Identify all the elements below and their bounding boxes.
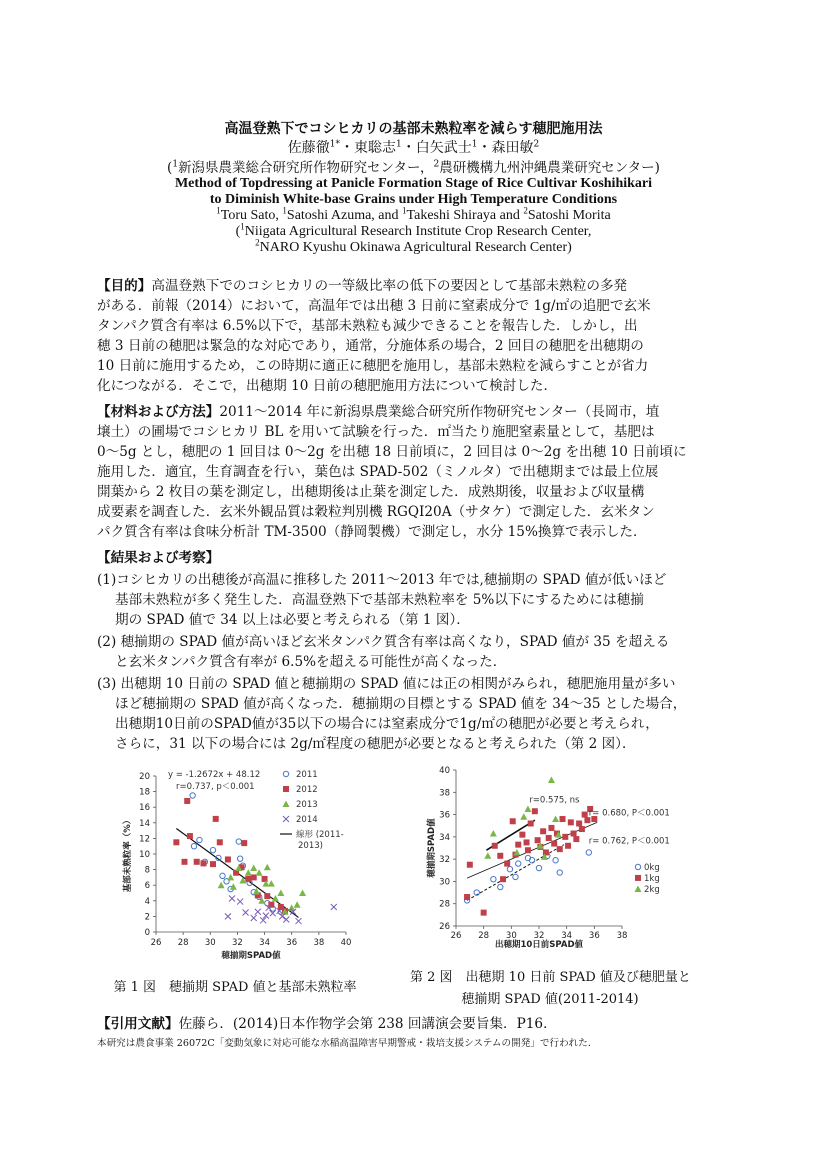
fig2-series-0kg	[464, 850, 591, 903]
results-line-4: (2) 穂揃期の SPAD 値が高いほど玄米タンパク質含有率は高くなり，SPAD 値が 35 を超える	[97, 634, 670, 650]
fig1-y-tick-label: 8	[144, 865, 150, 876]
fig2-y-axis-label: 穂揃期SPAD値	[427, 818, 437, 878]
fig2-point-1kg-14	[532, 808, 538, 814]
fig2-legend-label-0kg: 0kg	[644, 862, 660, 873]
fig1-point-2013-18	[299, 890, 306, 897]
fig2-legend	[635, 863, 660, 895]
affiliation-ja: ($^1$新潟県農業総合研究所作物研究センター，$^2$農研機構九州沖縄農業研究センター)	[167, 159, 660, 176]
fig2-point-1kg-26	[565, 843, 571, 849]
fig1-legend-label-2012: 2012	[296, 785, 318, 795]
figure-2-caption-line-1: 第 2 図 出穂期 10 日前 SPAD 値及び穂肥量と	[410, 970, 691, 985]
figure-2-caption-line-2: 穂揃期 SPAD 値(2011-2014)	[461, 992, 639, 1007]
fig2-x-tick-label: 30	[505, 931, 517, 941]
references	[97, 1012, 557, 1032]
fig1-x-tick-label: 28	[177, 938, 189, 948]
fig2-point-0kg-6	[516, 861, 521, 866]
fig2-point-0kg-5	[513, 874, 518, 879]
fig1-legend-marker-2012	[283, 786, 289, 792]
fig1-point-2013-12	[268, 880, 275, 887]
fig2-legend-marker-2kg	[635, 885, 642, 892]
fig1-x-tick-label: 34	[259, 938, 270, 948]
fig2-legend-marker-0kg	[635, 864, 640, 869]
results-line-6: (3) 出穂期 10 日前の SPAD 値と穂揃期の SPAD 値には正の相関がみられ，穂肥施用量が多い	[97, 676, 676, 692]
fig1-point-2012-3	[187, 833, 193, 839]
fig2-y-tick-label: 32	[439, 855, 450, 866]
fig1-legend-label-2014: 2014	[296, 815, 318, 825]
methods-line-7: パク質含有率は食味分析計 TM-3500（静岡製機）で測定し，水分 15%換算で表示した．	[97, 524, 647, 540]
fig2-point-1kg-3	[492, 843, 498, 849]
fig2-point-1kg-17	[540, 828, 546, 834]
purpose-line-5: 10 日前に施用するため，この時期に適正に穂肥を施用し，基部未熟粒を減らすことが省力	[97, 358, 649, 374]
fig1-point-2012-16	[262, 876, 268, 882]
figure-1-svg	[110, 762, 360, 962]
fig1-point-2012-4	[194, 859, 200, 865]
fig1-point-2013-11	[264, 864, 271, 871]
fig2-x-tick-label: 38	[616, 931, 628, 941]
methods-line-2: 壌土）の圃場でコシヒカリ BL を用いて試験を行った．㎡当たり施肥窒素量として，基肥は	[97, 424, 655, 440]
fig1-y-tick-label: 16	[139, 803, 150, 814]
fig2-point-1kg-10	[519, 832, 525, 838]
fig2-point-1kg-0	[464, 894, 470, 900]
fig2-point-1kg-19	[546, 835, 552, 841]
fig1-y-tick-label: 10	[139, 850, 150, 860]
fig1-point-2012-17	[264, 893, 270, 899]
fig2-point-1kg-7	[510, 818, 516, 824]
fig2-point-0kg-9	[536, 865, 541, 870]
fig1-y-tick-label: 4	[144, 896, 150, 907]
fig1-y-axis-label: 基部未熟粒率（%）	[123, 815, 133, 893]
fig2-point-1kg-27	[568, 819, 574, 825]
fig1-y-tick-label: 0	[144, 928, 150, 938]
fig2-point-1kg-1	[467, 862, 473, 868]
fig2-point-1kg-12	[525, 847, 531, 853]
fig1-point-2013-0	[218, 882, 225, 889]
fig2-y-tick-label: 26	[439, 922, 450, 932]
fig1-y-tick-label: 20	[139, 772, 150, 782]
fig2-point-1kg-24	[560, 816, 566, 822]
fig2-legend-label-1kg: 1kg	[644, 873, 660, 884]
purpose-line-6: 化につながる．そこで，出穂期 10 日前の穂肥施用方法について検討した．	[97, 378, 558, 394]
fig1-x-tick-label: 36	[286, 938, 298, 948]
fig1-point-2011-4	[210, 847, 215, 852]
fig2-legend-marker-1kg	[635, 875, 641, 881]
fig2-point-0kg-13	[586, 850, 591, 855]
fig2-annotation-1kg: r= 0.680, P＜0.001	[588, 808, 670, 819]
fig1-point-2012-13	[245, 876, 251, 882]
figure-2-chart	[410, 762, 690, 958]
fig2-point-1kg-4	[497, 853, 503, 859]
fig2-point-0kg-11	[553, 858, 558, 863]
fig2-x-tick-label: 26	[450, 931, 462, 941]
authors-en: $^1$Toru Sato, $^1$Satoshi Azuma, and $^1$Takeshi Shiraya and $^2$Satoshi Morita	[216, 205, 611, 223]
fig2-point-2kg-8	[552, 816, 559, 823]
fig1-equation: y = -1.2672x + 48.12	[168, 770, 261, 780]
purpose-heading: 【目的】	[97, 278, 152, 294]
fig1-x-axis-label: 穂揃期SPAD値	[221, 951, 281, 961]
fig1-series-2014	[225, 895, 337, 924]
results-line-3: 期の SPAD 値で 34 以上は必要と考えられる（第 1 図）．	[115, 612, 470, 628]
fig1-legend-label-2013: 2013	[296, 800, 318, 810]
fig1-y-tick-label: 14	[139, 818, 150, 829]
affiliation-en-line-2: $^2$NARO Kyushu Okinawa Agricultural Research Center)	[255, 237, 572, 255]
fig1-correlation: r=0.737, p＜0.001	[176, 782, 255, 792]
fig2-point-1kg-9	[515, 842, 521, 848]
title-ja: 高温登熟下でコシヒカリの基部未熟粒率を減らす穂肥施用法	[224, 121, 603, 137]
fig2-point-0kg-3	[498, 884, 503, 889]
fig1-point-2012-1	[182, 859, 188, 865]
fig2-x-tick-label: 36	[588, 931, 600, 941]
figure-2-svg	[410, 762, 690, 958]
fig1-point-2012-14	[251, 874, 257, 880]
title-en-line-2: to Diminish White-base Grains under High Temperature Conditions	[209, 192, 618, 207]
fig1-point-2012-6	[210, 861, 216, 867]
fig1-point-2013-14	[277, 890, 284, 897]
fig2-y-tick-label: 40	[439, 766, 450, 776]
fig1-x-tick-label: 26	[150, 938, 162, 948]
fig2-point-1kg-20	[548, 825, 554, 831]
fig2-y-tick-label: 34	[439, 832, 450, 843]
fig1-legend-marker-2013	[283, 801, 290, 808]
fig2-point-0kg-12	[557, 870, 562, 875]
fig2-point-1kg-32	[582, 812, 588, 818]
fig2-annotation-2kg: r=0.575, ns	[529, 795, 580, 806]
methods-line-6: 成要素を調査した．玄米外観品質は穀粒判別機 RGQI20A（サタケ）で測定した．玄米タン	[97, 504, 655, 520]
fig1-x-tick-label: 32	[232, 938, 243, 948]
fig2-point-1kg-28	[571, 831, 577, 837]
purpose-line-1: 【目的】高温登熟下でのコシヒカリの一等級比率の低下の要因として基部未熟粒の多発	[97, 278, 628, 294]
methods-line-1: 【材料および方法】2011～2014 年に新潟県農業総合研究所作物研究センター（長岡市，埴	[97, 404, 660, 420]
fig2-x-tick-label: 34	[561, 931, 573, 941]
fig1-point-2011-10	[237, 856, 242, 861]
purpose-line-4: 穂 3 日前の穂肥は緊急的な対応であり，通常，分施体系の場合，2 回目の穂肥を出穂期の	[97, 338, 644, 354]
figure-1-chart	[110, 762, 360, 962]
fig1-x-tick-label: 38	[313, 938, 325, 948]
fig2-point-1kg-2	[481, 910, 487, 916]
fig1-point-2011-6	[220, 873, 225, 878]
fig2-series-1kg	[464, 806, 597, 916]
methods-line-4: 施用した．適宜，生育調査を行い，葉色は SPAD-502（ミノルタ）で出穂期までは最上位展	[97, 464, 659, 480]
methods-heading: 【材料および方法】	[97, 404, 220, 420]
fig1-point-2013-17	[294, 901, 301, 908]
fig1-point-2012-9	[225, 856, 231, 862]
fig2-point-2kg-4	[524, 806, 531, 813]
fig2-y-tick-label: 30	[439, 877, 450, 888]
affiliation-en-line-1: ($^1$Niigata Agricultural Research Institute Crop Research Center,	[235, 221, 592, 239]
fig1-x-tick-label: 40	[340, 938, 352, 948]
fig2-point-1kg-30	[576, 820, 582, 826]
fig1-x-tick-label: 30	[204, 938, 216, 948]
fig2-point-2kg-0	[484, 852, 491, 859]
fig2-point-2kg-1	[490, 830, 497, 837]
results-line-8: 出穂期10日前のSPAD値が35以下の場合には窒素成分で1g/㎡の穂肥が必要と考えられ，	[115, 716, 659, 732]
fig2-point-1kg-25	[562, 834, 568, 840]
fig2-point-1kg-6	[504, 861, 510, 867]
fig2-point-1kg-18	[543, 849, 549, 855]
fig2-point-1kg-23	[557, 846, 563, 852]
fig2-point-2kg-3	[520, 813, 527, 820]
fig1-point-2012-7	[213, 816, 219, 822]
fig2-point-0kg-2	[491, 877, 496, 882]
fig2-point-1kg-13	[528, 820, 534, 826]
fig1-point-2012-2	[184, 798, 190, 804]
results-line-2: 基部未熟粒が多く発生した．高温登熟下で基部未熟粒率を 5%以下にするためには穂揃	[115, 592, 644, 608]
fig1-legend-marker-2011	[283, 771, 288, 776]
methods-line-5: 開葉から 2 枚目の葉を測定し，出穂期後は止葉を測定した．成熟期後，収量および収量構	[97, 484, 645, 500]
figure-1-caption: 第 1 図 穂揃期 SPAD 値と基部未熟粒率	[113, 980, 357, 995]
fig2-y-tick-label: 28	[439, 899, 450, 910]
methods-line-3: 0～5g とし，穂肥の 1 回目は 0～2g を出穂 18 日前頃に，2 回目は 0～2g を出穂 10 日前頃に	[97, 444, 687, 460]
fig1-series-2013	[218, 864, 306, 915]
fig1-point-2013-6	[250, 865, 257, 872]
results-heading: 【結果および考察】	[97, 550, 220, 566]
fig2-point-0kg-4	[507, 866, 512, 871]
fig2-point-1kg-5	[500, 876, 506, 882]
purpose-line-3: タンパク質含有率は 6.5%以下で，基部未熟粒も減少できることを報告した．しかし，出	[97, 318, 638, 334]
fig1-y-tick-label: 2	[144, 912, 150, 923]
fig2-x-tick-label: 28	[478, 931, 490, 941]
results-line-1: (1)コシヒカリの出穂後が高温に推移した 2011～2013 年では,穂揃期の SPAD 値が低いほど	[97, 572, 667, 588]
fig1-point-2011-0	[190, 793, 195, 798]
fig1-point-2012-8	[217, 839, 223, 845]
results-line-7: ほど穂揃期の SPAD 値が高くなった．穂揃期の目標とする SPAD 値を 34～35 とした場合，	[115, 696, 687, 712]
fig1-point-2012-5	[201, 860, 207, 866]
fig1-point-2012-0	[173, 839, 179, 845]
fig1-legend-trend-label-2: 2013)	[298, 841, 323, 851]
purpose-line-2: がある．前報（2014）において，高温年では出穂 3 日前に窒素成分で 1g/㎡の追肥で玄米	[97, 298, 651, 314]
fig2-x-tick-label: 32	[533, 931, 545, 941]
fig2-point-1kg-31	[579, 826, 585, 832]
fig2-point-1kg-29	[573, 836, 579, 842]
fig2-point-2kg-7	[548, 777, 555, 784]
results-line-9: さらに，31 以下の場合には 2g/㎡程度の穂肥が必要となると考えられた（第 2 図）．	[115, 736, 636, 752]
fig2-y-tick-label: 36	[439, 810, 450, 821]
fig1-point-2012-12	[241, 840, 247, 846]
fig2-x-axis-label: 出穂期10日前SPAD値	[494, 940, 584, 950]
fig1-legend	[280, 770, 344, 851]
references-text: 佐藤ら．(2014)日本作物学会第 238 回講演会要旨集．P16．	[178, 1016, 557, 1032]
fig1-legend-label-2011: 2011	[296, 770, 318, 780]
fig2-y-tick-label: 38	[439, 788, 450, 799]
fig2-point-1kg-11	[524, 839, 530, 845]
fig2-annotation-0kg: r= 0.762, P＜0.001	[588, 836, 670, 847]
title-en-line-1: Method of Topdressing at Panicle Formation Stage of Rice Cultivar Koshihikari	[174, 176, 653, 191]
footnote: 本研究は農食事業 26072C「変動気象に対応可能な水稲高温障害早期警戒・栽培支援システムの開発」で行われた．	[97, 1038, 598, 1049]
fig1-point-2011-2	[197, 837, 202, 842]
fig1-legend-trend-label: 線形 (2011-	[296, 830, 344, 840]
fig2-point-1kg-21	[551, 841, 557, 847]
fig2-legend-label-2kg: 2kg	[644, 884, 660, 895]
fig2-point-1kg-15	[535, 837, 541, 843]
fig1-y-tick-label: 6	[144, 881, 150, 892]
fig1-y-tick-label: 18	[139, 787, 150, 798]
references-heading: 【引用文献】	[97, 1016, 179, 1032]
results-line-5: と玄米タンパク質含有率が 6.5%を超える可能性が高くなった．	[115, 654, 507, 670]
authors-ja: 佐藤徹$^{1*}$・東聡志$^1$・白矢武士$^1$・森田敏$^2$	[287, 139, 540, 156]
fig1-point-2011-9	[236, 839, 241, 844]
fig1-point-2011-1	[191, 844, 196, 849]
fig1-y-tick-label: 12	[139, 834, 150, 845]
